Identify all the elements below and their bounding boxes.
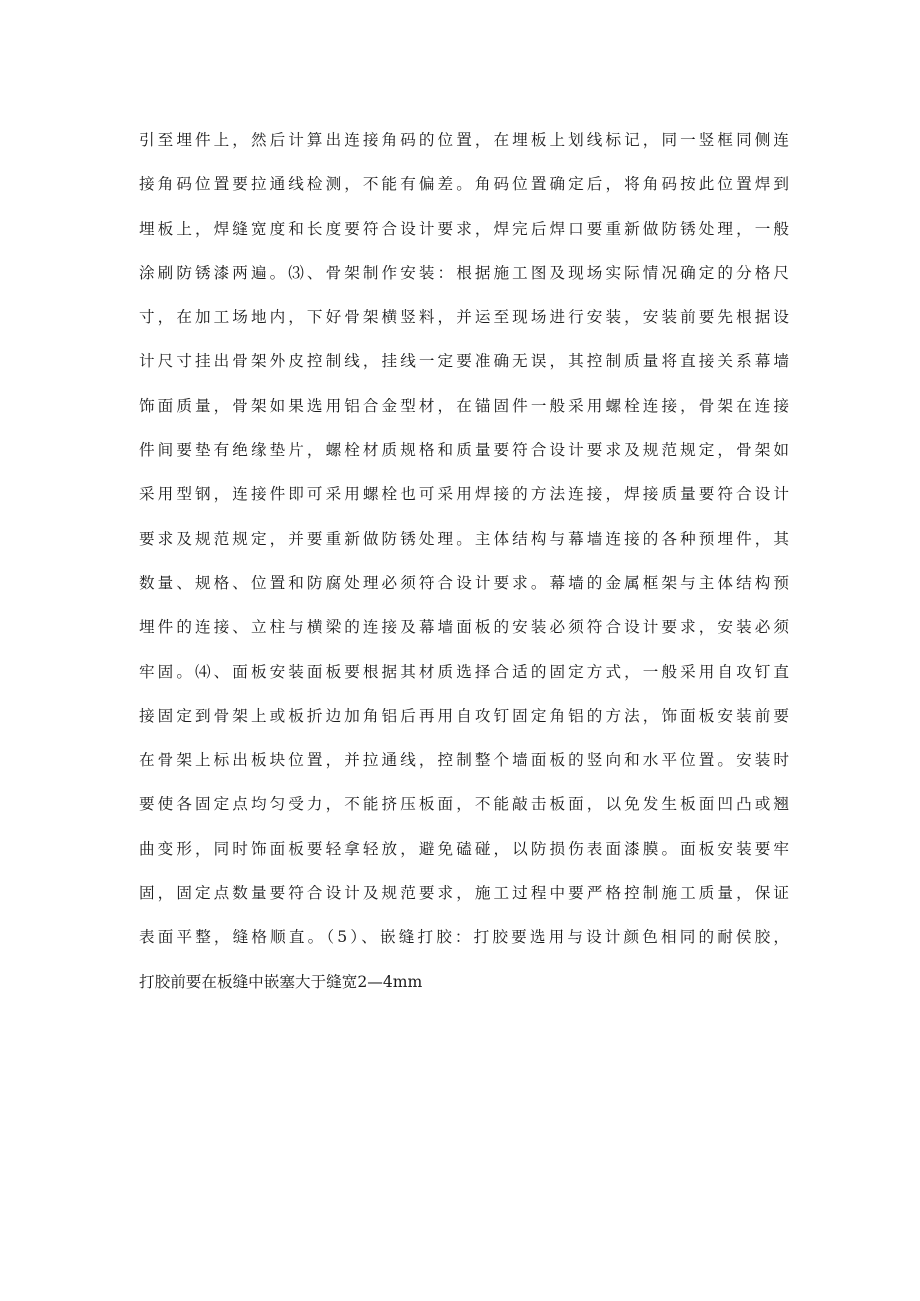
text-line: 寸，在加工场地内，下好骨架横竖料，并运至现场进行安装，安装前要先根据设 xyxy=(139,308,789,327)
body-text xyxy=(139,118,789,1004)
text-line: 涂刷防锈漆两遍。⑶、骨架制作安装：根据施工图及现场实际情况确定的分格尺 xyxy=(139,263,789,282)
text-line: 饰面质量，骨架如果选用铝合金型材，在锚固件一般采用螺栓连接，骨架在连接 xyxy=(139,396,789,415)
text-line: 表面平整，缝格顺直。（5）、嵌缝打胶：打胶要选用与设计颜色相同的耐侯胶， xyxy=(139,928,789,947)
text-line: 采用型钢，连接件即可采用螺栓也可采用焊接的方法连接，焊接质量要符合设计 xyxy=(139,485,789,504)
text-line: 要使各固定点均匀受力，不能挤压板面，不能敲击板面，以免发生板面凹凸或翘 xyxy=(139,795,789,814)
text-line: 打胶前要在板缝中嵌塞大于缝宽2—4mm xyxy=(139,972,423,991)
text-line: 引至埋件上，然后计算出连接角码的位置，在埋板上划线标记，同一竖框同侧连 xyxy=(139,131,789,149)
text-line: 固，固定点数量要符合设计及规范要求，施工过程中要严格控制施工质量，保证 xyxy=(139,884,789,903)
text-line: 件间要垫有绝缘垫片，螺栓材质规格和质量要符合设计要求及规范规定，骨架如 xyxy=(139,441,789,460)
text-line: 数量、规格、位置和防腐处理必须符合设计要求。幕墙的金属框架与主体结构预 xyxy=(139,573,789,592)
text-line: 计尺寸挂出骨架外皮控制线，挂线一定要准确无误，其控制质量将直接关系幕墙 xyxy=(139,352,789,371)
text-line: 牢固。⑷、面板安装面板要根据其材质选择合适的固定方式，一般采用自攻钉直 xyxy=(139,662,789,681)
text-line: 要求及规范规定，并要重新做防锈处理。主体结构与幕墙连接的各种预埋件，其 xyxy=(139,529,789,548)
text-line: 埋件的连接、立柱与横梁的连接及幕墙面板的安装必须符合设计要求，安装必须 xyxy=(139,618,789,637)
text-line: 在骨架上标出板块位置，并拉通线，控制整个墙面板的竖向和水平位置。安装时 xyxy=(139,751,789,770)
text-line: 接固定到骨架上或板折边加角铝后再用自攻钉固定角铝的方法，饰面板安装前要 xyxy=(139,706,789,725)
text-line: 曲变形，同时饰面板要轻拿轻放，避免磕碰，以防损伤表面漆膜。面板安装要牢 xyxy=(139,839,789,858)
text-line: 接角码位置要拉通线检测，不能有偏差。角码位置确定后，将角码按此位置焊到 xyxy=(139,175,789,194)
text-line: 埋板上，焊缝宽度和长度要符合设计要求，焊完后焊口要重新做防锈处理，一般 xyxy=(139,219,789,238)
